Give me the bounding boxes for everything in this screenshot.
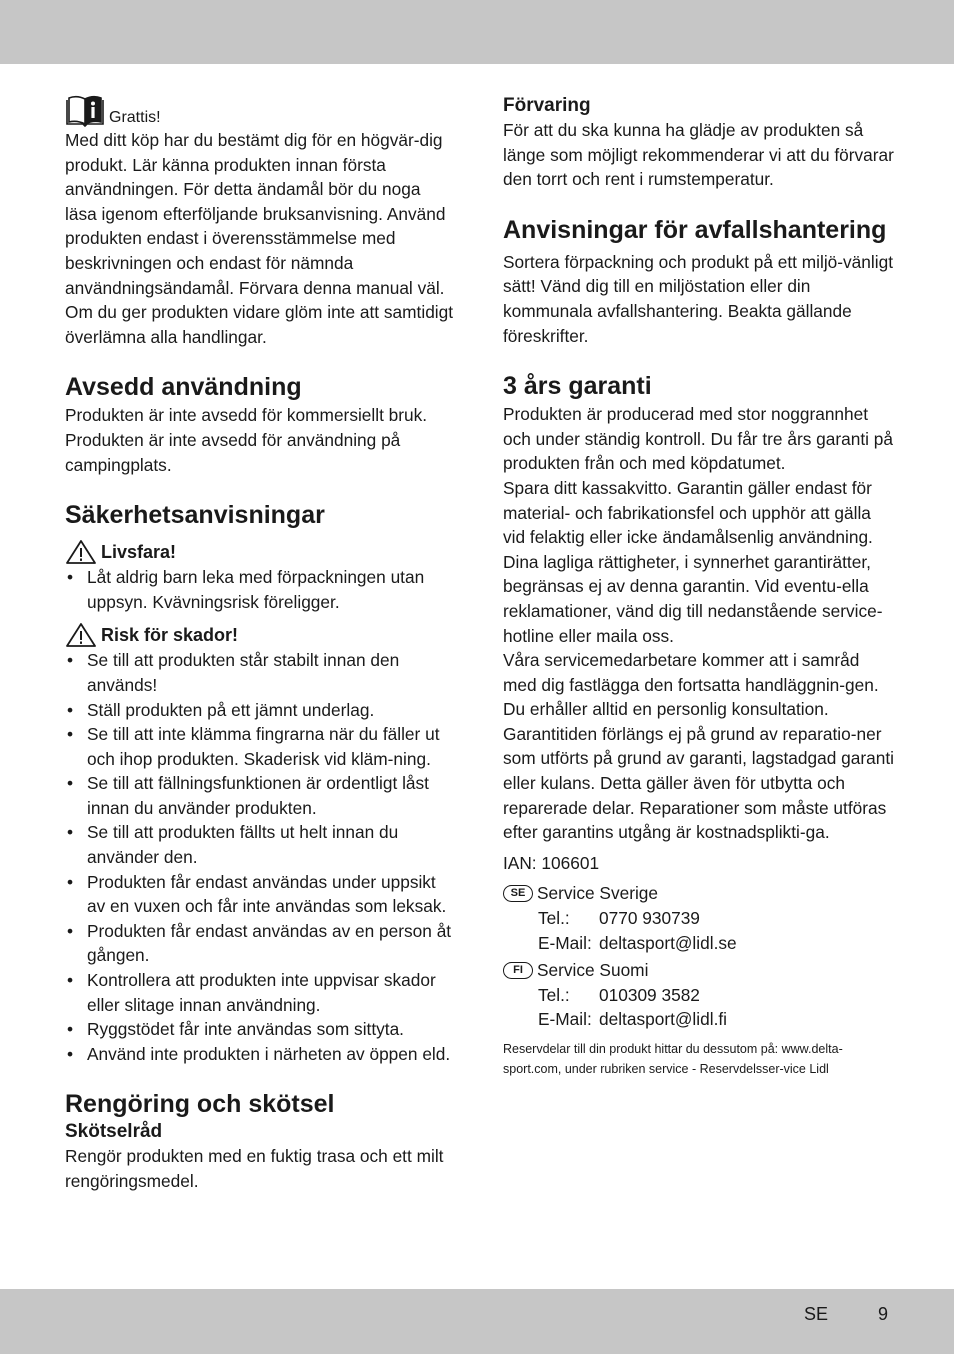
warranty-paragraph: Spara ditt kassakvitto. Garantin gäller endast för material- och fabrikationsfel och upphör att gälla vid felaktig eller icke ändamålsenlig användning. Dina lagliga rättigheter, i synnerhet garantirätter, begränsas ej av denna garantin. Vid eventu-ella reklamationer, vänd dig till nedanstående service-hotline eller maila oss. bbox=[503, 477, 883, 646]
service-name: Service Sverige bbox=[537, 883, 659, 904]
mail-label: E-Mail: bbox=[538, 1009, 592, 1030]
cleaning-heading: Rengöring och skötsel bbox=[65, 1090, 335, 1119]
email-address: deltasport@lidl.se bbox=[599, 932, 737, 953]
disposal-heading: Anvisningar för avfallshantering bbox=[503, 215, 887, 244]
danger-life-heading bbox=[65, 539, 455, 565]
header-bar bbox=[0, 0, 954, 64]
list-item: • Produkten får endast användas under uppsikt av en vuxen och får inte användas som leksak. bbox=[65, 870, 455, 919]
list-item: • Låt aldrig barn leka med förpackningen utan uppsyn. Kvävningsrisk föreligger. bbox=[65, 565, 455, 614]
storage-heading: Förvaring bbox=[503, 95, 591, 116]
email-address: deltasport@lidl.fi bbox=[599, 1009, 728, 1030]
country-badge: SE bbox=[503, 885, 533, 902]
book-info-icon bbox=[65, 94, 105, 128]
service-sweden bbox=[503, 881, 895, 955]
care-subheading: Skötselråd bbox=[65, 1121, 163, 1143]
intro-heading bbox=[65, 94, 455, 128]
mail-label: E-Mail: bbox=[538, 932, 592, 953]
spare-parts-note: Reservdelar till din produkt hittar du dessutom på: www.delta-sport.com, under rubriken service - Reservdelsser-vice Lidl bbox=[503, 1042, 843, 1076]
page-number: 9 bbox=[878, 1304, 889, 1324]
list-item: • Se till att inte klämma fingrarna när du fäller ut och ihop produkten. Skaderisk vid kläm-ning. bbox=[65, 722, 455, 771]
ian-number: IAN: 106601 bbox=[503, 852, 600, 873]
warranty-paragraph: Produkten är producerad med stor noggrannhet och under ständig kontroll. Du får tre års garanti på produkten från och med köpdatumet. bbox=[503, 404, 894, 474]
warning-triangle-icon bbox=[65, 539, 97, 565]
storage-text: För att du ska kunna ha glädje av produkten så länge som möjligt rekommenderar vi att du förvarar den torrt och rent i rumstemperatur. bbox=[503, 120, 894, 190]
warranty-heading: 3 års garanti bbox=[503, 372, 652, 401]
intro-text: Med ditt köp har du bestämt dig för en högvär-dig produkt. Lär känna produkten innan första användningen. För detta ändamål bör du noga läsa igenom efterföljande bruksanvisning. Använd produkten endast i överensstämmelse med beskrivningen och endast för nämnda användningsändamål. Förvara denna manual väl. Om du ger produkten vidare glöm inte att samtidigt överlämna alla handlingar. bbox=[65, 130, 454, 347]
list-item: • Ställ produkten på ett jämnt underlag. bbox=[65, 698, 455, 723]
list-item: • Se till att produkten står stabilt innan den används! bbox=[65, 648, 455, 697]
footer-language: SE bbox=[804, 1304, 829, 1324]
intended-use-heading: Avsedd användning bbox=[65, 373, 302, 402]
safety-heading: Säkerhetsanvisningar bbox=[65, 501, 325, 530]
tel-label: Tel.: bbox=[538, 984, 570, 1005]
warning-triangle-icon bbox=[65, 622, 97, 648]
list-item: • Produkten får endast användas av en person åt gången. bbox=[65, 919, 455, 968]
disposal-text: Sortera förpackning och produkt på ett miljö-vänligt sätt! Vänd dig till en miljöstation eller din kommunala avfallshantering. Beakta gällande föreskrifter. bbox=[503, 251, 893, 346]
intended-use-text: Produkten är inte avsedd för kommersiellt bruk. Produkten är inte avsedd för användning på campingplats. bbox=[65, 405, 428, 475]
tel-label: Tel.: bbox=[538, 908, 570, 929]
danger-life-label: Livsfara! bbox=[101, 542, 177, 563]
left-column bbox=[65, 94, 455, 1194]
list-item: • Ryggstödet får inte användas som sittyta. bbox=[65, 1017, 455, 1042]
danger-injury-list bbox=[65, 648, 455, 1066]
country-badge: FI bbox=[503, 962, 533, 979]
danger-life-list bbox=[65, 565, 455, 614]
right-column bbox=[503, 94, 895, 1079]
danger-injury-label: Risk för skador! bbox=[101, 625, 239, 646]
list-item: • Använd inte produkten i närheten av öppen eld. bbox=[65, 1042, 455, 1067]
greeting: Grattis! bbox=[109, 109, 161, 126]
list-item: • Se till att produkten fällts ut helt innan du använder den. bbox=[65, 820, 455, 869]
cleaning-text: Rengör produkten med en fuktig trasa och ett milt rengöringsmedel. bbox=[65, 1146, 444, 1191]
service-finland bbox=[503, 958, 895, 1032]
service-name: Service Suomi bbox=[537, 960, 649, 981]
list-item: • Kontrollera att produkten inte uppvisar skador eller slitage innan användning. bbox=[65, 968, 455, 1017]
danger-injury-heading bbox=[65, 622, 455, 648]
warranty-paragraph: Du erhåller alltid en personlig konsultation. Garantitiden förlängs ej på grund av reparatio-ner som utförts på grund av garanti, lagstadgad garanti eller kulans. Detta gäller även för utbytta och reparerade delar. Reparationer som måste utföras efter garantins utgång är kostnadsplikti-ga. bbox=[503, 699, 894, 843]
list-item: • Se till att fällningsfunktionen är ordentligt låst innan du använder produkten. bbox=[65, 771, 455, 820]
phone-number: 010309 3582 bbox=[599, 984, 700, 1005]
phone-number: 0770 930739 bbox=[599, 908, 700, 929]
warranty-paragraph: Våra servicemedarbetare kommer att i samråd med dig fastlägga den fortsatta handläggnin-gen. bbox=[503, 650, 879, 695]
